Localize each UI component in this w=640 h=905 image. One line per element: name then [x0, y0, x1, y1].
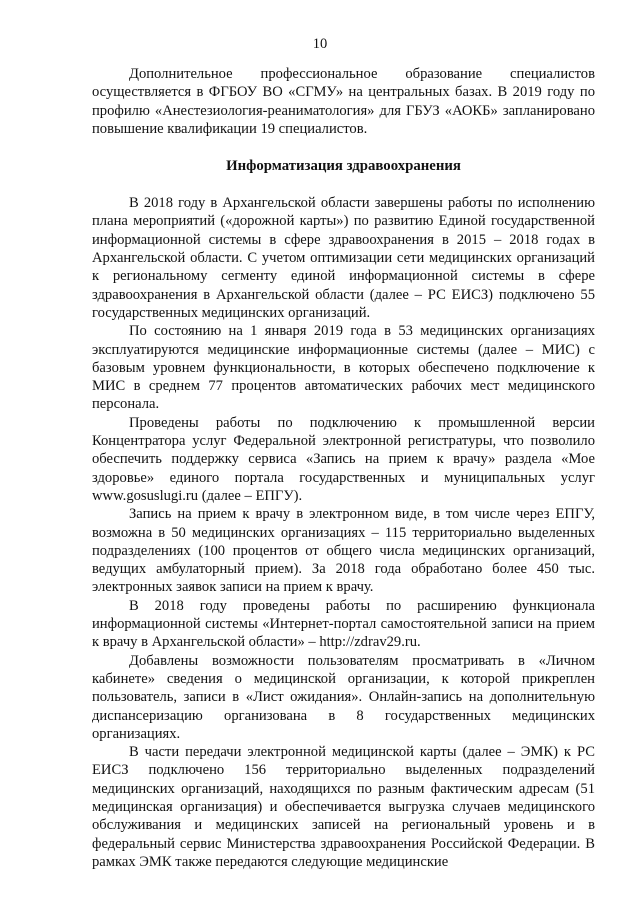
page-number: 10	[312, 36, 328, 52]
paragraph-mis: По состоянию на 1 января 2019 года в 53 медицинских организациях эксплуатируются медицинские информационные системы (далее – МИС) с базовым уровнем функциональности, в которых обеспечено подключение к МИС в среднем 77 процентов автоматических рабочих мест медицинского персонала.	[92, 323, 595, 413]
paragraph-portal: В 2018 году проведены работы по расширению функционала информационной системы «Интернет-портал самостоятельной записи на прием к врачу в Архангельской области» – http://zdrav29.ru.	[92, 597, 595, 651]
section-heading: Информатизация здравоохранения	[226, 158, 461, 175]
intro-paragraph: Дополнительное профессиональное образование специалистов осуществляется в ФГБОУ ВО «СГМУ» на центральных базах. В 2019 году по профилю «Анестезиология-реаниматология» для ГБУЗ «АОКБ» запланировано повышение квалификации 19 специалистов.	[92, 66, 595, 137]
paragraph-road-map: В 2018 году в Архангельской области завершены работы по исполнению плана мероприятий («дорожной карты») по развитию Единой государственной информационной системы в сфере здравоохранения в 2015 – 2018 годах в Архангельской области. С учетом оптимизации сети медицинских организаций к региональному сегменту единой информационной системы в сфере здравоохранения в Архангельской области (далее – РС ЕИСЗ) подключено 55 государственных медицинских организаций.	[92, 195, 595, 321]
paragraph-personal-cabinet: Добавлены возможности пользователям просматривать в «Личном кабинете» сведения о медицинской организации, к которой прикреплен пользователь, записи в «Лист ожидания». Онлайн-запись на дополнительную диспансеризацию организована в 8 государственных медицинских организациях.	[92, 652, 595, 742]
paragraph-registry: Проведены работы по подключению к промышленной версии Концентратора услуг Федеральной электронной регистратуры, что позволило обеспечить поддержку сервиса «Запись на прием к врачу» раздела «Мое здоровье» единого портала государственных и муниципальных услуг www.gosuslugi.ru (далее – ЕПГУ).	[92, 414, 595, 504]
paragraph-online-booking: Запись на прием к врачу в электронном виде, в том числе через ЕПГУ, возможна в 50 медицинских организациях – 115 территориально выделенных подразделениях (100 процентов от общего числа медицинских организаций, ведущих амбулаторный прием). За 2018 года обработано более 450 тыс. электронных заявок записи на прием к врачу.	[92, 506, 595, 596]
document-body	[92, 65, 595, 871]
paragraph-emk: В части передачи электронной медицинской карты (далее – ЭМК) к РС ЕИСЗ подключено 156 территориально выделенных подразделений медицинских организаций, находящихся по разным фактическим адресам (51 медицинская организация) и обеспечивается выгрузка случаев медицинского обслуживания и медицинских записей на региональный уровень и в федеральный сервис Министерства здравоохранения Российской Федерации. В рамках ЭМК также передаются следующие медицинские	[92, 744, 595, 870]
